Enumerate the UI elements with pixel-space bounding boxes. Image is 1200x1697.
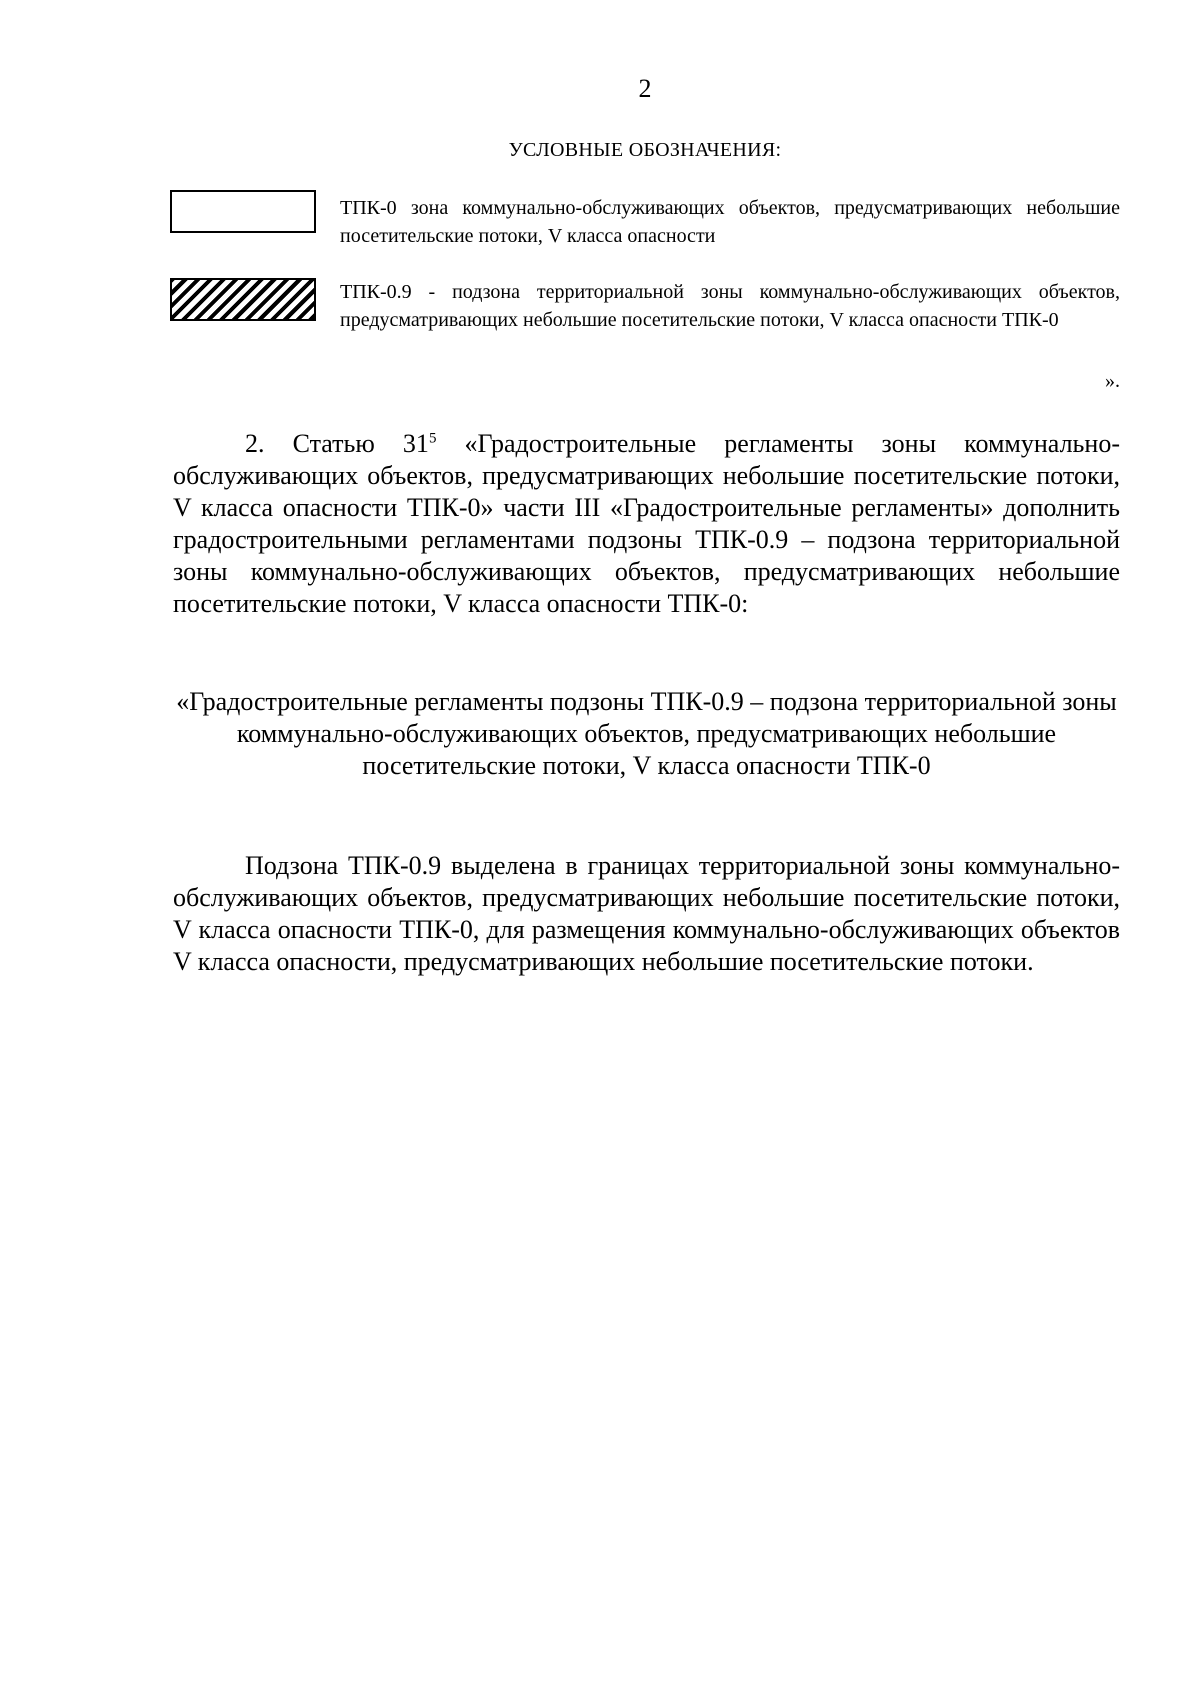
legend-swatch-plain: [170, 190, 316, 233]
legend-title: УСЛОВНЫЕ ОБОЗНАЧЕНИЯ:: [508, 139, 782, 161]
legend-item-text: ТПК-0.9 - подзона территориальной зоны коммунально-обслуживающих объектов, предусматривающих небольшие посетительские потоки, V класса опасности ТПК-0: [340, 281, 1120, 331]
amendment-prefix: 2. Статью 31: [245, 429, 429, 458]
legend-closing-quote: ».: [1105, 370, 1120, 392]
legend-swatch-hatched: [170, 278, 316, 321]
page-number: 2: [638, 74, 652, 103]
amendment-superscript: 5: [428, 430, 437, 447]
amendment-paragraph: [173, 428, 1120, 620]
body-paragraph: Подзона ТПК-0.9 выделена в границах территориальной зоны коммунально-обслуживающих объектов, предусматривающих небольшие посетительские потоки, V класса опасности ТПК-0, для размещения коммунально-обслуживающих объектов V класса опасности, предусматривающих небольшие посетительские потоки.: [173, 851, 1120, 976]
section-heading: «Градостроительные регламенты подзоны ТПК-0.9 – подзона территориальной зоны коммунально-обслуживающих объектов, предусматривающих небольшие посетительские потоки, V класса опасности ТПК-0: [176, 687, 1117, 780]
legend-item-text: ТПК-0 зона коммунально-обслуживающих объектов, предусматривающих небольшие посетительские потоки, V класса опасности: [340, 197, 1120, 247]
amendment-text: «Градостроительные регламенты зоны коммунально-обслуживающих объектов, предусматривающих небольшие посетительские потоки, V класса опасности ТПК-0» части III «Градостроительные регламенты» дополнить градостроительными регламентами подзоны ТПК-0.9 – подзона территориальной зоны коммунально-обслуживающих объектов, предусматривающих небольшие посетительские потоки, V класса опасности ТПК-0:: [173, 429, 1120, 618]
